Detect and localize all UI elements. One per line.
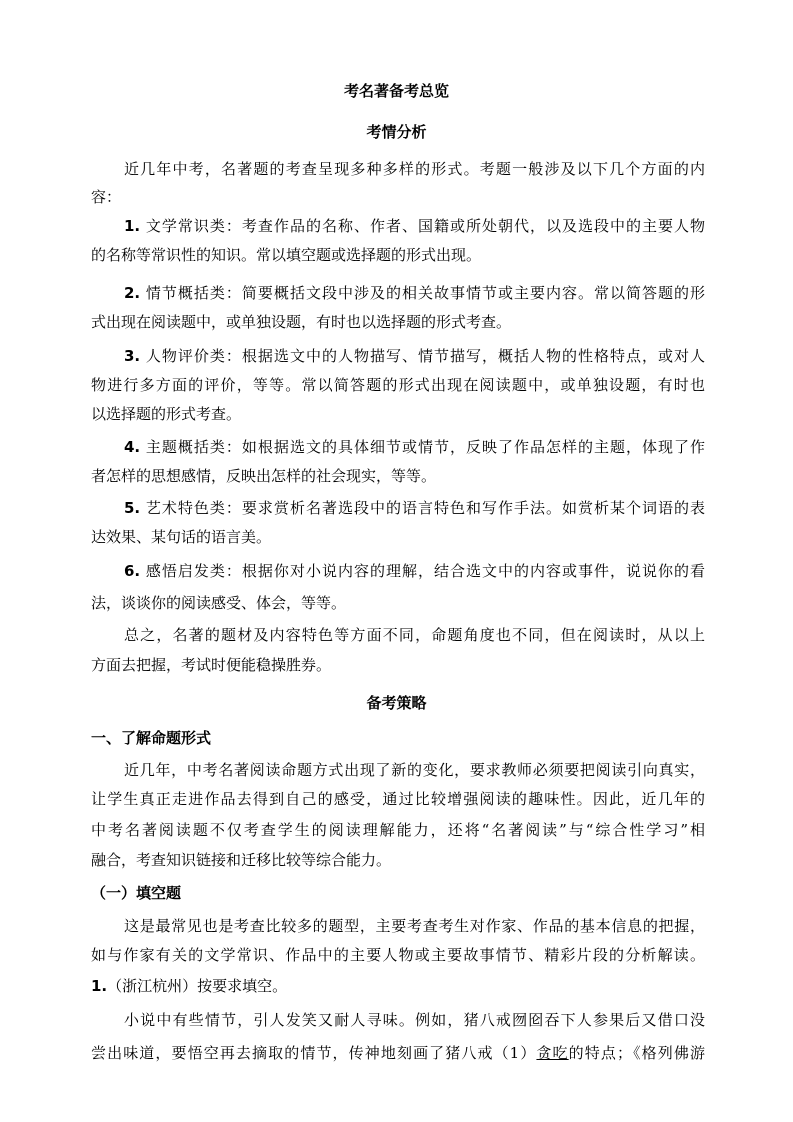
list-item: 4. 主题概括类：如根据选文的具体细节或情节，反映了作品怎样的主题，体现了作 (124, 438, 705, 456)
paragraph-line: 小说中有些情节，引人发笑又耐人寻味。例如，猪八戒囫囵吞下人参果后又借口没 (124, 1011, 705, 1029)
answer-fill: 贪吃 (536, 1044, 569, 1062)
paragraph-line: 总之，名著的题材及内容特色等方面不同，命题角度也不同，但在阅读时，从以上 (124, 626, 705, 644)
paragraph-line: 中考名著阅读题不仅考查学生的阅读理解能力，还将“名著阅读”与“综合性学习”相 (91, 821, 705, 839)
section-heading-analysis: 考情分析 (366, 123, 427, 141)
paragraph-line: 如与作家有关的文学常识、作品中的主要人物或主要故事情节、精彩片段的分析解读。 (91, 946, 705, 964)
list-item: 2. 情节概括类：简要概括文段中涉及的相关故事情节或主要内容。常以简答题的形 (124, 284, 705, 302)
paragraph-line: 法，谈谈你的阅读感受、体会，等等。 (91, 594, 347, 612)
list-item: 5. 艺术特色类：要求赏析名著选段中的语言特色和写作手法。如赏析某个词语的表 (124, 499, 705, 517)
paragraph-line: 近几年中考，名著题的考查呈现多种多样的形式。考题一般涉及以下几个方面的内 (124, 160, 705, 178)
list-item: 1. 文学常识类：考查作品的名称、作者、国籍或所处朝代，以及选段中的主要人物 (124, 217, 705, 235)
subsection-heading: （一）填空题 (91, 884, 182, 902)
paragraph-line: 式出现在阅读题中，或单独设题，有时也以选择题的形式考查。 (91, 313, 512, 331)
list-item: 6. 感悟启发类：根据你对小说内容的理解，结合选文中的内容或事件，说说你的看 (124, 562, 705, 580)
paragraph-line: 这是最常见也是考查比较多的题型，主要考查考生对作家、作品的基本信息的把握， (124, 917, 705, 935)
question-line: 1.（浙江杭州）按要求填空。 (91, 977, 288, 995)
document-title: 考名著备考总览 (343, 82, 449, 100)
paragraph-line: 近几年，中考名著阅读命题方式出现了新的变化，要求教师必须要把阅读引向真实， (124, 761, 705, 779)
paragraph-line: 让学生真正走进作品去得到自己的感受，通过比较增强阅读的趣味性。因此，近几年的 (91, 790, 705, 808)
paragraph-line: 物进行多方面的评价，等等。常以简答题的形式出现在阅读题中，或单独设题，有时也 (91, 376, 705, 394)
paragraph-line: 的名称等常识性的知识。常以填空题或选择题的形式出现。 (91, 246, 482, 264)
paragraph-line: 者怎样的思想感情，反映出怎样的社会现实，等等。 (91, 467, 437, 485)
paragraph-line: 方面去把握，考试时便能稳操胜券。 (91, 656, 332, 674)
part-heading: 一、了解命题形式 (91, 729, 212, 747)
paragraph-line: 容： (91, 188, 122, 206)
paragraph-line: 尝出味道，要悟空再去摘取的情节，传神地刻画了猪八戒（1）贪吃的特点；《格列佛游 (91, 1044, 705, 1062)
paragraph-line: 以选择题的形式考查。 (91, 405, 242, 423)
paragraph-line: 达效果、某句话的语言美。 (91, 528, 272, 546)
paragraph-line: 融合，考查知识链接和迁移比较等综合能力。 (91, 851, 392, 869)
list-item: 3. 人物评价类：根据选文中的人物描写、情节描写，概括人物的性格特点，或对人 (124, 347, 705, 365)
section-heading-strategy: 备考策略 (366, 694, 427, 712)
